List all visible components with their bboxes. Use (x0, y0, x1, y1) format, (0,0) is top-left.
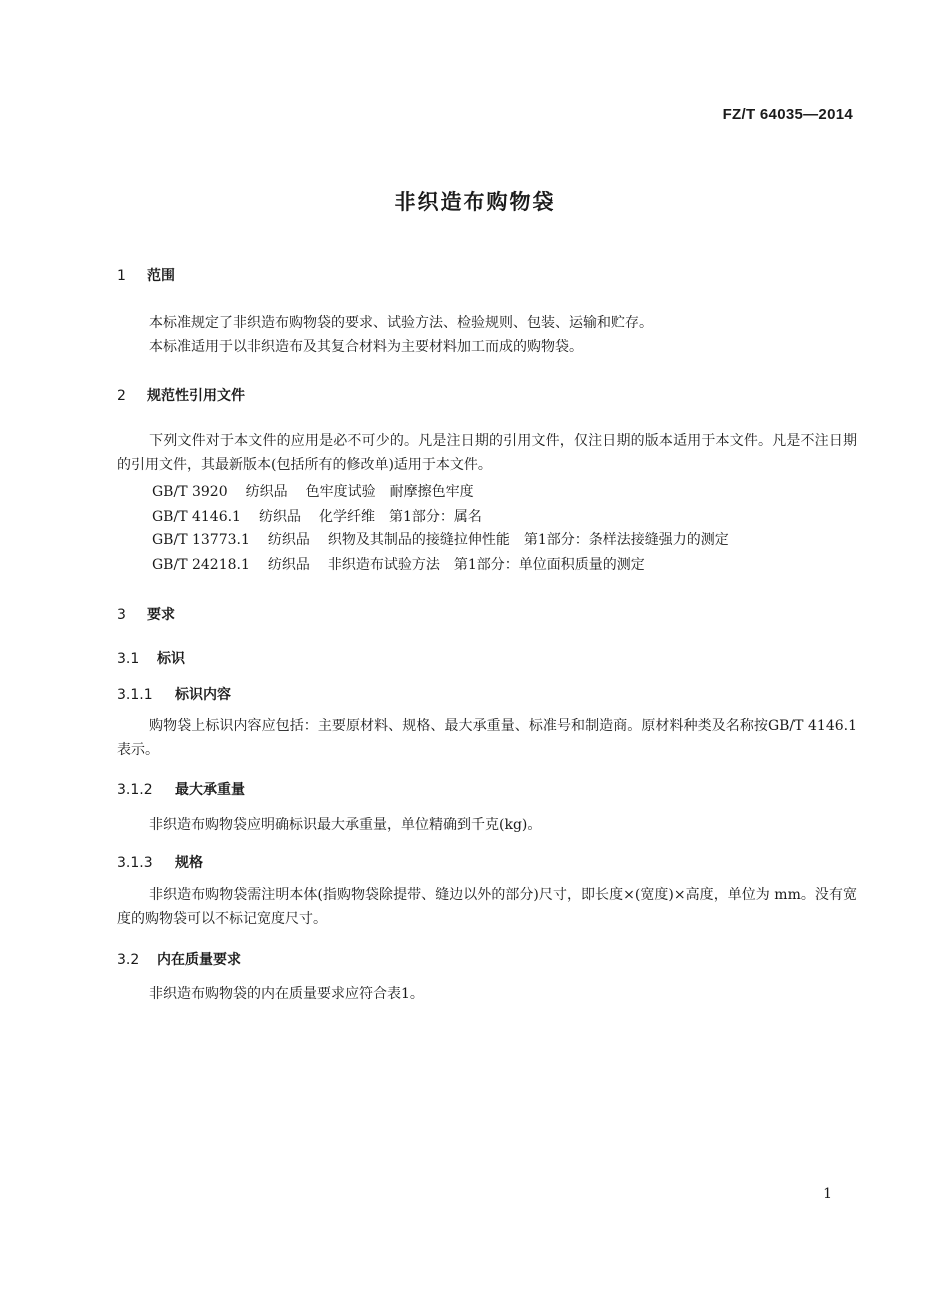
paragraph: 下列文件对于本文件的应用是必不可少的。凡是注日期的引用文件，仅注日期的版本适用于本文件。凡是不注日期的引用文件，其最新版本(包括所有的修改单)适用于本文件。 (117, 433, 857, 473)
paragraph: 非织造布购物袋应明确标识最大承重量，单位精确到千克(kg)。 (149, 817, 542, 833)
paragraph: 非织造布购物袋需注明本体(指购物袋除提带、缝边以外的部分)尺寸，即长度×(宽度)×高度，单位为 mm。没有宽度的购物袋可以不标记宽度尺寸。 (117, 887, 857, 927)
section-heading-3-1-1: 3.1.1 标识内容 (117, 687, 231, 703)
section-heading-3-1: 3.1 标识 (117, 651, 185, 667)
section-heading-2: 2 规范性引用文件 (117, 388, 245, 404)
reference-item: GB/T 4146.1 纺织品 化学纤维 第1部分：属名 (152, 509, 482, 525)
document-title: 非织造布购物袋 (394, 190, 556, 214)
reference-item: GB/T 24218.1 纺织品 非织造布试验方法 第1部分：单位面积质量的测定 (152, 557, 645, 573)
section-heading-3-1-3: 3.1.3 规格 (117, 855, 203, 871)
section-heading-1: 1 范围 (117, 268, 175, 284)
paragraph: 本标准适用于以非织造布及其复合材料为主要材料加工而成的购物袋。 (149, 339, 583, 355)
paragraph: 非织造布购物袋的内在质量要求应符合表1。 (149, 986, 424, 1002)
reference-item: GB/T 3920 纺织品 色牢度试验 耐摩擦色牢度 (152, 484, 474, 500)
paragraph: 本标准规定了非织造布购物袋的要求、试验方法、检验规则、包装、运输和贮存。 (149, 315, 653, 331)
page-number: 1 (823, 1186, 832, 1202)
section-heading-3-1-2: 3.1.2 最大承重量 (117, 782, 245, 798)
paragraph: 购物袋上标识内容应包括：主要原材料、规格、最大承重量、标准号和制造商。原材料种类及名称按GB/T 4146.1 表示。 (117, 718, 857, 758)
standard-number: FZ/T 64035—2014 (722, 106, 853, 123)
section-heading-3: 3 要求 (117, 607, 175, 623)
section-heading-3-2: 3.2 内在质量要求 (117, 952, 241, 968)
reference-item: GB/T 13773.1 纺织品 织物及其制品的接缝拉伸性能 第1部分：条样法接缝强力的测定 (152, 532, 729, 548)
